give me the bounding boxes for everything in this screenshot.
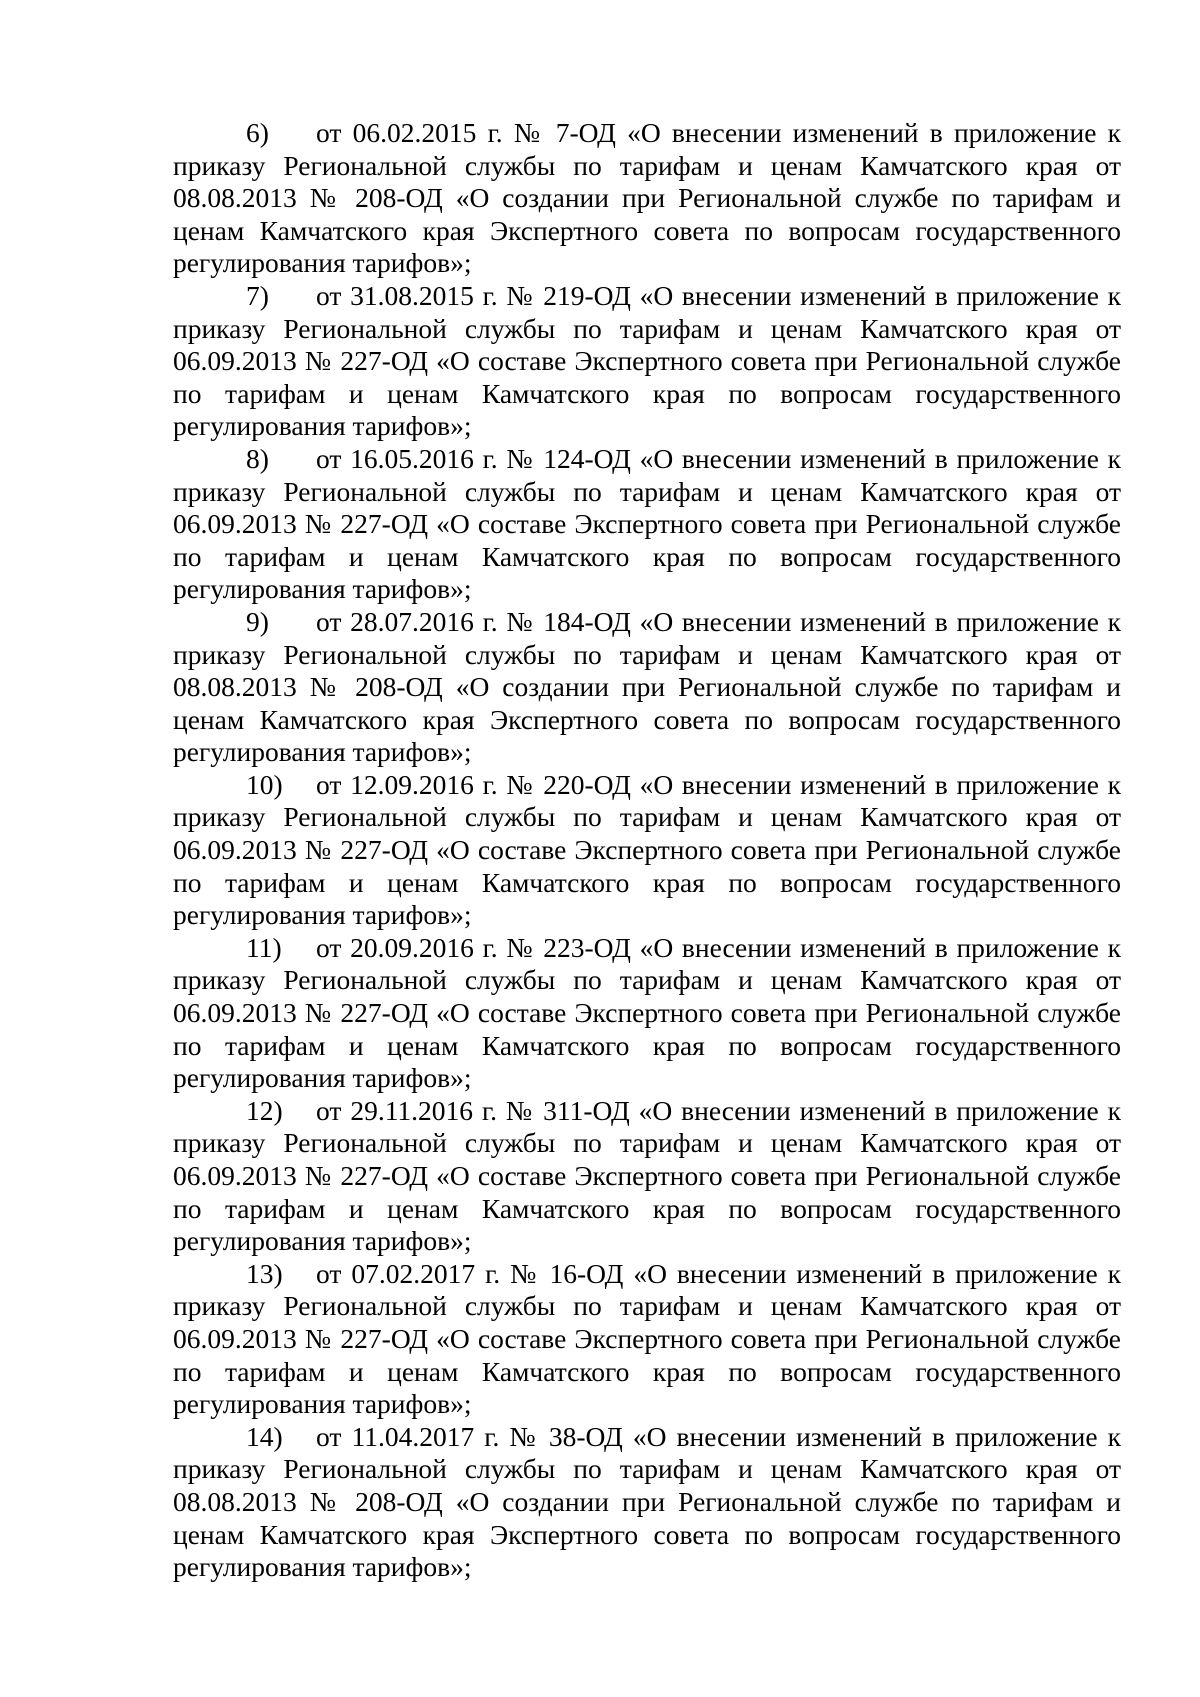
item-number: 8) — [246, 442, 269, 474]
item-text: от 07.02.2017 г. № 16-ОД «О внесении изменений в приложение к приказу Региональной службы по тарифам и ценам Камчатского края от 06.09.2013 № 227-ОД «О составе Экспертного совета при Региональной службе по тарифам и ценам Камчатского края по вопросам государственного регулирования тарифов»; — [173, 1257, 1121, 1420]
item-text: от 20.09.2016 г. № 223-ОД «О внесении изменений в приложение к приказу Региональной службы по тарифам и ценам Камчатского края от 06.09.2013 № 227-ОД «О составе Экспертного совета при Региональной службе по тарифам и ценам Камчатского края по вопросам государственного регулирования тарифов»; — [173, 931, 1121, 1094]
list-item — [173, 1421, 1121, 1584]
list-item — [173, 606, 1121, 769]
item-number: 13) — [246, 1257, 283, 1289]
list-item — [173, 117, 1121, 280]
item-text: от 12.09.2016 г. № 220-ОД «О внесении изменений в приложение к приказу Региональной службы по тарифам и ценам Камчатского края от 06.09.2013 № 227-ОД «О составе Экспертного совета при Региональной службе по тарифам и ценам Камчатского края по вопросам государственного регулирования тарифов»; — [173, 768, 1121, 931]
item-text: от 28.07.2016 г. № 184-ОД «О внесении изменений в приложение к приказу Региональной службы по тарифам и ценам Камчатского края от 08.08.2013 № 208-ОД «О создании при Региональной службе по тарифам и ценам Камчатского края Экспертного совета по вопросам государственного регулирования тарифов»; — [173, 605, 1121, 768]
item-text: от 11.04.2017 г. № 38-ОД «О внесении изменений в приложение к приказу Региональной службы по тарифам и ценам Камчатского края от 08.08.2013 № 208-ОД «О создании при Региональной службе по тарифам и ценам Камчатского края Экспертного совета по вопросам государственного регулирования тарифов»; — [173, 1420, 1121, 1583]
list-item — [173, 1258, 1121, 1421]
item-text: от 16.05.2016 г. № 124-ОД «О внесении изменений в приложение к приказу Региональной службы по тарифам и ценам Камчатского края от 06.09.2013 № 227-ОД «О составе Экспертного совета при Региональной службе по тарифам и ценам Камчатского края по вопросам государственного регулирования тарифов»; — [173, 442, 1121, 605]
item-number: 10) — [246, 768, 283, 800]
item-number: 12) — [246, 1094, 283, 1126]
item-number: 9) — [246, 605, 269, 637]
document-page — [173, 117, 1121, 1584]
item-number: 6) — [246, 117, 269, 148]
list-item — [173, 932, 1121, 1095]
item-text: от 06.02.2015 г. № 7-ОД «О внесении изменений в приложение к приказу Региональной службы по тарифам и ценам Камчатского края от 08.08.2013 № 208-ОД «О создании при Региональной службе по тарифам и ценам Камчатского края Экспертного совета по вопросам государственного регулирования тарифов»; — [173, 117, 1121, 279]
item-number: 7) — [246, 279, 269, 311]
item-number: 14) — [246, 1420, 283, 1452]
item-text: от 29.11.2016 г. № 311-ОД «О внесении изменений в приложение к приказу Региональной службы по тарифам и ценам Камчатского края от 06.09.2013 № 227-ОД «О составе Экспертного совета при Региональной службе по тарифам и ценам Камчатского края по вопросам государственного регулирования тарифов»; — [173, 1094, 1121, 1257]
list-item — [173, 1095, 1121, 1258]
item-number: 11) — [246, 931, 282, 963]
list-item — [173, 443, 1121, 606]
list-item — [173, 280, 1121, 443]
list-item — [173, 769, 1121, 932]
item-text: от 31.08.2015 г. № 219-ОД «О внесении изменений в приложение к приказу Региональной службы по тарифам и ценам Камчатского края от 06.09.2013 № 227-ОД «О составе Экспертного совета при Региональной службе по тарифам и ценам Камчатского края по вопросам государственного регулирования тарифов»; — [173, 279, 1121, 442]
